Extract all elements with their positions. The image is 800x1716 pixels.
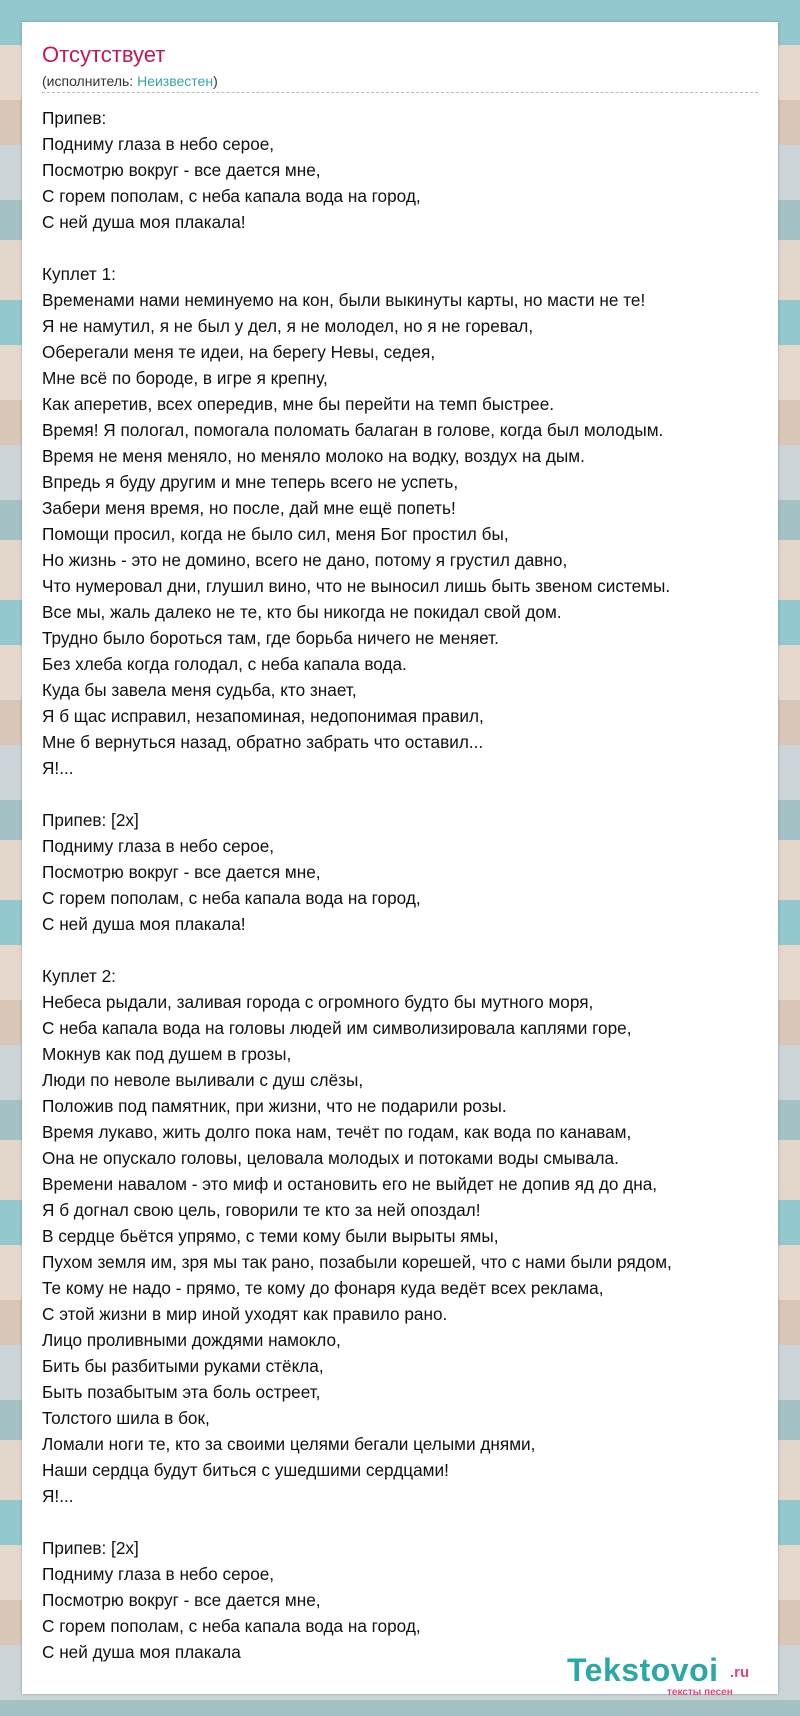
lyrics-line: Я не намутил, я не был у дел, я не молодел, но я не горевал, (42, 316, 534, 336)
lyrics-line: Наши сердца будут биться с ушедшими сердцами! (42, 1460, 449, 1480)
lyrics-line: Куплет 1: (42, 264, 116, 284)
lyrics-line: Что нумеровал дни, глушил вино, что не выносил лишь быть звеном системы. (42, 576, 671, 596)
lyrics-line: Она не опускало головы, целовала молодых и потоками воды смывала. (42, 1148, 619, 1168)
lyrics-line: С этой жизни в мир иной уходят как правило рано. (42, 1304, 448, 1324)
lyrics-line: Подниму глаза в небо серое, (42, 836, 275, 856)
lyrics-line: Посмотрю вокруг - все дается мне, (42, 160, 321, 180)
lyrics-line: Как аперетив, всех опередив, мне бы перейти на темп быстрее. (42, 394, 555, 414)
title-divider (42, 92, 758, 93)
lyrics-line: Ломали ноги те, кто за своими целями бегали целыми днями, (42, 1434, 536, 1454)
lyrics-line: Время не меня меняло, но меняло молоко на водку, воздух на дым. (42, 446, 585, 466)
lyrics-line: Подниму глаза в небо серое, (42, 134, 275, 154)
lyrics-blank-line (42, 235, 772, 261)
lyrics-line: Забери меня время, но после, дай мне ещё попеть! (42, 498, 456, 518)
lyrics-line: С ней душа моя плакала (42, 1642, 241, 1662)
performer-line (42, 72, 218, 90)
lyrics-line: Припев: [2x] (42, 1538, 139, 1558)
lyrics-line: Время лукаво, жить долго пока нам, течёт по годам, как вода по канавам, (42, 1122, 632, 1142)
lyrics-line: С горем пополам, с неба капала вода на город, (42, 1616, 421, 1636)
song-title: Отсутствует (42, 42, 166, 67)
lyrics-line: Положив под памятник, при жизни, что не подарили розы. (42, 1096, 507, 1116)
logo-tagline-text: тексты песен (667, 1687, 733, 1698)
lyrics-line: Я б догнал свою цель, говорили те кто за ней опоздал! (42, 1200, 481, 1220)
lyrics-line: С неба капала вода на головы людей им символизировала каплями горе, (42, 1018, 632, 1038)
lyrics-line: Посмотрю вокруг - все дается мне, (42, 1590, 321, 1610)
lyrics-line: С горем пополам, с неба капала вода на город, (42, 186, 421, 206)
lyrics-line: Посмотрю вокруг - все дается мне, (42, 862, 321, 882)
lyrics-line: Я б щас исправил, незапоминая, недопонимая правил, (42, 706, 484, 726)
lyrics-line: Толстого шила в бок, (42, 1408, 210, 1428)
lyrics-line: Лицо проливными дождями намокло, (42, 1330, 341, 1350)
lyrics-blank-line (42, 781, 772, 807)
lyrics-line: Мне б вернуться назад, обратно забрать что оставил... (42, 732, 484, 752)
lyrics-card (22, 22, 778, 1698)
lyrics-line: Без хлеба когда голодал, с неба капала вода. (42, 654, 407, 674)
lyrics-line: Помощи просил, когда не было сил, меня Бог простил бы, (42, 524, 509, 544)
lyrics-line: В сердце бьётся упрямо, с теми кому были вырыты ямы, (42, 1226, 499, 1246)
lyrics-line: Мокнув как под душем в грозы, (42, 1044, 292, 1064)
lyrics-line: Небеса рыдали, заливая города с огромного будто бы мутного моря, (42, 992, 594, 1012)
lyrics-line: С горем пополам, с неба капала вода на город, (42, 888, 421, 908)
lyrics-line: Времени навалом - это миф и остановить его не выйдет не допив яд до дна, (42, 1174, 658, 1194)
lyrics-text (42, 105, 772, 1665)
performer-suffix: ) (213, 73, 218, 89)
lyrics-line: Припев: [2x] (42, 810, 139, 830)
site-logo[interactable] (567, 1652, 767, 1702)
lyrics-line: Впредь я буду другим и мне теперь всего не успеть, (42, 472, 459, 492)
lyrics-line: С ней душа моя плакала! (42, 212, 246, 232)
lyrics-line: Люди по неволе выливали с душ слёзы, (42, 1070, 364, 1090)
lyrics-line: Подниму глаза в небо серое, (42, 1564, 275, 1584)
lyrics-line: Быть позабытым эта боль остреет, (42, 1382, 321, 1402)
logo-main-text: Tekstovoi (567, 1652, 719, 1688)
lyrics-line: Бить бы разбитыми руками стёкла, (42, 1356, 324, 1376)
lyrics-line: С ней душа моя плакала! (42, 914, 246, 934)
lyrics-blank-line (42, 1509, 772, 1535)
lyrics-line: Но жизнь - это не домино, всего не дано, потому я грустил давно, (42, 550, 568, 570)
lyrics-blank-line (42, 937, 772, 963)
lyrics-line: Время! Я пологал, помогала поломать балаган в голове, когда был молодым. (42, 420, 664, 440)
lyrics-line: Куплет 2: (42, 966, 116, 986)
lyrics-line: Я!... (42, 1486, 74, 1506)
lyrics-line: Временами нами неминуемо на кон, были выкинуты карты, но масти не те! (42, 290, 646, 310)
artist-link[interactable]: Неизвестен (137, 73, 214, 89)
performer-prefix: (исполнитель: (42, 73, 138, 89)
lyrics-line: Все мы, жаль далеко не те, кто бы никогда не покидал свой дом. (42, 602, 562, 622)
lyrics-line: Те кому не надо - прямо, те кому до фонаря куда ведёт всех реклама, (42, 1278, 604, 1298)
logo-tld-text: .ru (730, 1664, 750, 1681)
lyrics-line: Куда бы завела меня судьба, кто знает, (42, 680, 357, 700)
lyrics-line: Оберегали меня те идеи, на берегу Невы, седея, (42, 342, 436, 362)
lyrics-line: Трудно было бороться там, где борьба ничего не меняет. (42, 628, 499, 648)
lyrics-line: Я!... (42, 758, 74, 778)
lyrics-line: Мне всё по бороде, в игре я крепну, (42, 368, 328, 388)
lyrics-line: Припев: (42, 108, 107, 128)
lyrics-line: Пухом земля им, зря мы так рано, позабыли корешей, что с нами были рядом, (42, 1252, 672, 1272)
